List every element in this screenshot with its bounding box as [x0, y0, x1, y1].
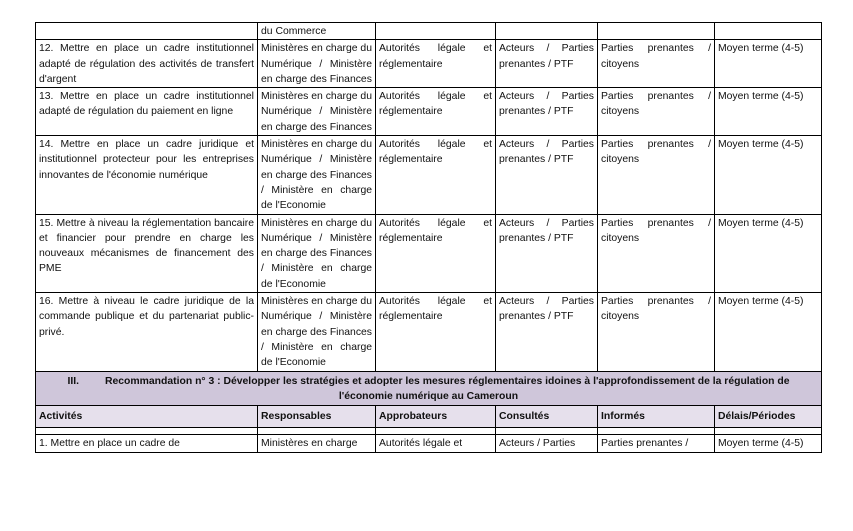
informes-cell: Parties prenantes / citoyens	[598, 293, 715, 371]
informes-cell: Parties prenantes / citoyens	[598, 136, 715, 214]
document-page	[35, 22, 821, 453]
consultes-cell: Acteurs / Parties prenantes / PTF	[496, 40, 598, 88]
header-responsables: Responsables	[258, 405, 376, 427]
delais-cell: Moyen terme (4-5)	[715, 293, 822, 371]
section-header-row	[36, 371, 822, 405]
header-informes: Informés	[598, 405, 715, 427]
header-delais: Délais/Périodes	[715, 405, 822, 427]
responsables-cell: Ministères en charge	[258, 434, 376, 452]
activity-cell: 12. Mettre en place un cadre institutionnel adapté de régulation des activités de transfert d'argent	[36, 40, 258, 88]
section-title-line2: l'économie numérique au Cameroun	[338, 390, 519, 402]
activities-table	[35, 22, 822, 453]
consultes-cell: Acteurs / Parties prenantes / PTF	[496, 88, 598, 136]
approbateurs-cell: Autorités légale et réglementaire	[376, 136, 496, 214]
informes-cell: Parties prenantes / citoyens	[598, 88, 715, 136]
consultes-cell: Acteurs / Parties prenantes / PTF	[496, 136, 598, 214]
informes-cell: Parties prenantes / citoyens	[598, 40, 715, 88]
activity-cell: 16. Mettre à niveau le cadre juridique de la commande publique et du partenariat public-privé.	[36, 293, 258, 371]
delais-cell: Moyen terme (4-5)	[715, 40, 822, 88]
section-number: III.	[67, 375, 80, 387]
informes-cell: Parties prenantes / citoyens	[598, 214, 715, 292]
approbateurs-cell: Autorités légale et réglementaire	[376, 293, 496, 371]
consultes-cell: Acteurs / Parties prenantes / PTF	[496, 293, 598, 371]
responsables-cell: Ministères en charge du Numérique / Ministère en charge des Finances	[258, 88, 376, 136]
delais-cell: Moyen terme (4-5)	[715, 434, 822, 452]
section-title-line1: Recommandation n° 3 : Développer les stratégies et adopter les mesures réglementaires idoines à l'approfondissement de la régulation de	[105, 375, 790, 387]
table-row	[36, 434, 822, 452]
table-row	[36, 214, 822, 292]
table-row	[36, 88, 822, 136]
informes-cell: Parties prenantes /	[598, 434, 715, 452]
approbateurs-cell: Autorités légale et	[376, 434, 496, 452]
delais-cell: Moyen terme (4-5)	[715, 88, 822, 136]
table-row	[36, 293, 822, 371]
responsables-cell: Ministères en charge du Numérique / Ministère en charge des Finances / Ministère en charge de l'Economie	[258, 214, 376, 292]
responsables-cell: Ministères en charge du Numérique / Ministère en charge des Finances / Ministère en charge de l'Economie	[258, 136, 376, 214]
activity-cell: 15. Mettre à niveau la réglementation bancaire et financier pour prendre en charge les nouveaux mécanismes de financement des PME	[36, 214, 258, 292]
consultes-cell: Acteurs / Parties	[496, 434, 598, 452]
activity-cell: 14. Mettre en place un cadre juridique et institutionnel protecteur pour les entreprises innovantes de l'économie numérique	[36, 136, 258, 214]
approbateurs-cell: Autorités légale et réglementaire	[376, 214, 496, 292]
approbateurs-cell: Autorités légale et réglementaire	[376, 88, 496, 136]
table-row	[36, 40, 822, 88]
consultes-cell: Acteurs / Parties prenantes / PTF	[496, 214, 598, 292]
delais-cell: Moyen terme (4-5)	[715, 136, 822, 214]
header-approbateurs: Approbateurs	[376, 405, 496, 427]
activity-cell: 1. Mettre en place un cadre de	[36, 434, 258, 452]
responsables-cell: Ministères en charge du Numérique / Ministère en charge des Finances / Ministère en charge de l'Economie	[258, 293, 376, 371]
responsable-cell: du Commerce	[258, 23, 376, 40]
header-activites: Activités	[36, 405, 258, 427]
header-consultes: Consultés	[496, 405, 598, 427]
responsables-cell: Ministères en charge du Numérique / Ministère en charge des Finances	[258, 40, 376, 88]
section-heading	[36, 371, 822, 405]
approbateurs-cell: Autorités légale et réglementaire	[376, 40, 496, 88]
delais-cell: Moyen terme (4-5)	[715, 214, 822, 292]
table-row	[36, 23, 822, 40]
spacer-row	[36, 427, 822, 434]
column-header-row	[36, 405, 822, 427]
table-row	[36, 136, 822, 214]
activity-cell: 13. Mettre en place un cadre institutionnel adapté de régulation du paiement en ligne	[36, 88, 258, 136]
